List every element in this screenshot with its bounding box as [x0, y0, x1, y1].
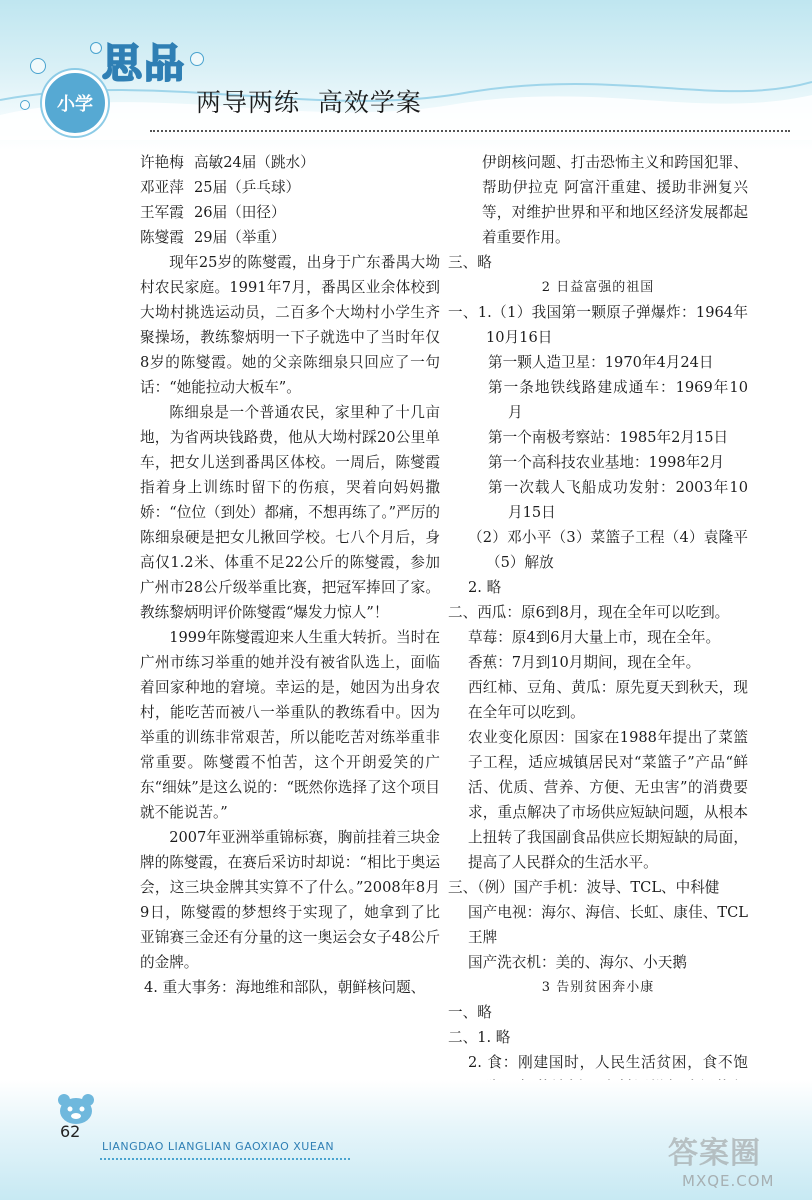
- athlete-info: 25届（乒乓球）: [194, 179, 301, 196]
- watermark: 答案圈: [668, 1136, 761, 1171]
- bear-mascot-icon: [56, 1092, 96, 1126]
- athlete-row: [140, 150, 440, 175]
- athlete-info: 29届（举重）: [194, 229, 286, 246]
- logo-badge: [42, 70, 108, 136]
- answer-section-3-head: 三、（例）国产手机：波导、TCL、中科健: [448, 879, 720, 896]
- answer-item-4: 4. 重大事务：海地维和部队，朝鲜核问题、: [144, 979, 426, 996]
- answer-continuation: 伊朗核问题、打击恐怖主义和跨国犯罪、帮助伊拉克 阿富汗重建、援助非洲复兴等，对维护世界和平和地区经济发展都起着重要作用。: [482, 154, 748, 246]
- athlete-name: 邓亚萍: [140, 179, 184, 196]
- answer-section-2-item: 香蕉：7月到10月期间，现在全年。: [468, 654, 701, 671]
- answer-sec3-2-2: 2. 食：刚建国时，人民生活贫困，食不饱: [468, 1054, 748, 1071]
- paragraph: 现年25岁的陈燮霞，出身于广东番禺大坳村农民家庭。1991年7月，番禺区业余体校到大坳村挑选运动员，二百多个大坳村小学生齐聚操场，教练黎炳明一下子就选中了当时年仅8岁的陈燮霞。她的父亲陈细泉只回应了一句话：“她能拉动大板车”。: [140, 254, 440, 396]
- answer-q1-2: （2）邓小平（3）菜篮子工程（4）袁隆平（5）解放: [468, 529, 748, 571]
- footer-series-name: LIANGDAO LIANGLIAN GAOXIAO XUEAN: [102, 1140, 335, 1153]
- logo-badge-text: 小学: [57, 94, 93, 115]
- answer-q1-item: 第一颗人造卫星：1970年4月24日: [488, 354, 714, 371]
- athlete-name: 许艳梅: [140, 154, 184, 171]
- answer-q1-item: 第一次载人飞船成功发射：2003年10月15日: [488, 479, 748, 521]
- athlete-name: 陈燮霞: [140, 229, 184, 246]
- header-divider: [150, 130, 790, 134]
- athlete-name: 王军霞: [140, 204, 184, 221]
- section-title: 2 日益富强的祖国: [541, 280, 655, 295]
- athlete-row: [140, 200, 440, 225]
- answer-q1-item: 第一个高科技农业基地：1998年2月: [488, 454, 725, 471]
- answer-section-2-item: 西红柿、豆角、黄瓜：原先夏天到秋天，现在全年可以吃到。: [468, 679, 748, 721]
- bubble-decoration: [20, 100, 30, 110]
- answer-sec3-2: 二、1. 略: [448, 1029, 511, 1046]
- answer-section-3-item: 国产电视：海尔、海信、长虹、康佳、TCL王牌: [468, 904, 748, 946]
- footer-divider: [100, 1158, 350, 1162]
- logo-brand: 思品: [102, 41, 186, 87]
- paragraph: 陈细泉是一个普通农民，家里种了十几亩地，为省两块钱路费，他从大坳村踩20公里单车，把女儿送到番禺区体校。一周后，陈燮霞指着身上训练时留下的伤痕，哭着向妈妈撒娇：“位位（到处）都痛，不想再练了。”严厉的陈细泉硬是把女儿揪回学校。七八个月后，身高仅1.2米、体重不足22公斤的陈燮霞，参加广州市28公斤级举重比赛，把冠军捧回了家。教练黎炳明评价陈燮霞“爆发力惊人”！: [140, 404, 440, 621]
- answer-q2: 2. 略: [468, 579, 502, 596]
- athlete-row: [140, 225, 440, 250]
- paragraph: 1999年陈燮霞迎来人生重大转折。当时在广州市练习举重的她并没有被省队选上，面临着回家种地的窘境。幸运的是，她因为出身农村，能吃苦而被八一举重队的教练看中。因为举重的训练非常艰苦，所以能吃苦对练举重非常重要。陈燮霞不怕苦，这个开朗爱笑的广东“细妹”是这么说的：“既然你选择了这个项目就不能说苦。”: [140, 629, 440, 821]
- left-column: [140, 150, 440, 1000]
- answer-sec3-1: 一、略: [448, 1004, 492, 1021]
- athlete-info: 高敏24届（跳水）: [194, 154, 315, 171]
- bubble-decoration: [30, 58, 46, 74]
- answer-q1-item: 第一个南极考察站：1985年2月15日: [488, 429, 729, 446]
- right-column: [448, 150, 748, 1150]
- page-number: 62: [60, 1122, 81, 1141]
- answer-section-2-item: 农业变化原因：国家在1988年提出了菜篮子工程，适应城镇居民对“菜篮子”产品“鲜活、优质、营养、方便、无虫害”的消费要求，重点解决了市场供应短缺问题，从根本上扭转了我国副食品供应长期短缺的局面，提高了人民群众的生活水平。: [468, 729, 748, 871]
- section-title: 3 告别贫困奔小康: [541, 980, 655, 995]
- bubble-decoration: [190, 52, 204, 66]
- athlete-row: [140, 175, 440, 200]
- watermark-url: MXQE.COM: [682, 1172, 775, 1190]
- answer-section-2-head: 二、西瓜：原6到8月，现在全年可以吃到。: [448, 604, 730, 621]
- answer-section-3-item: 国产洗衣机：美的、海尔、小天鹅: [468, 954, 687, 971]
- athlete-info: 26届（田径）: [194, 204, 286, 221]
- bubble-decoration: [90, 42, 102, 54]
- answer-q1-item: 第一条地铁线路建成通车：1969年10月: [488, 379, 748, 421]
- page-title: 两导两练 高效学案: [196, 88, 422, 117]
- answer-section-3: 三、略: [448, 254, 492, 271]
- answer-q1-head: 一、1.（1）我国第一颗原子弹爆炸：1964年10月16日: [448, 304, 748, 346]
- paragraph: 2007年亚洲举重锦标赛，胸前挂着三块金牌的陈燮霞，在赛后采访时却说：“相比于奥运会，这三块金牌其实算不了什么。”2008年8月9日，陈燮霞的梦想终于实现了，她拿到了比亚锦赛三金还有分量的这一奥运会女子48公斤的金牌。: [140, 829, 440, 971]
- answer-section-2-item: 草莓：原4到6月大量上市，现在全年。: [468, 629, 721, 646]
